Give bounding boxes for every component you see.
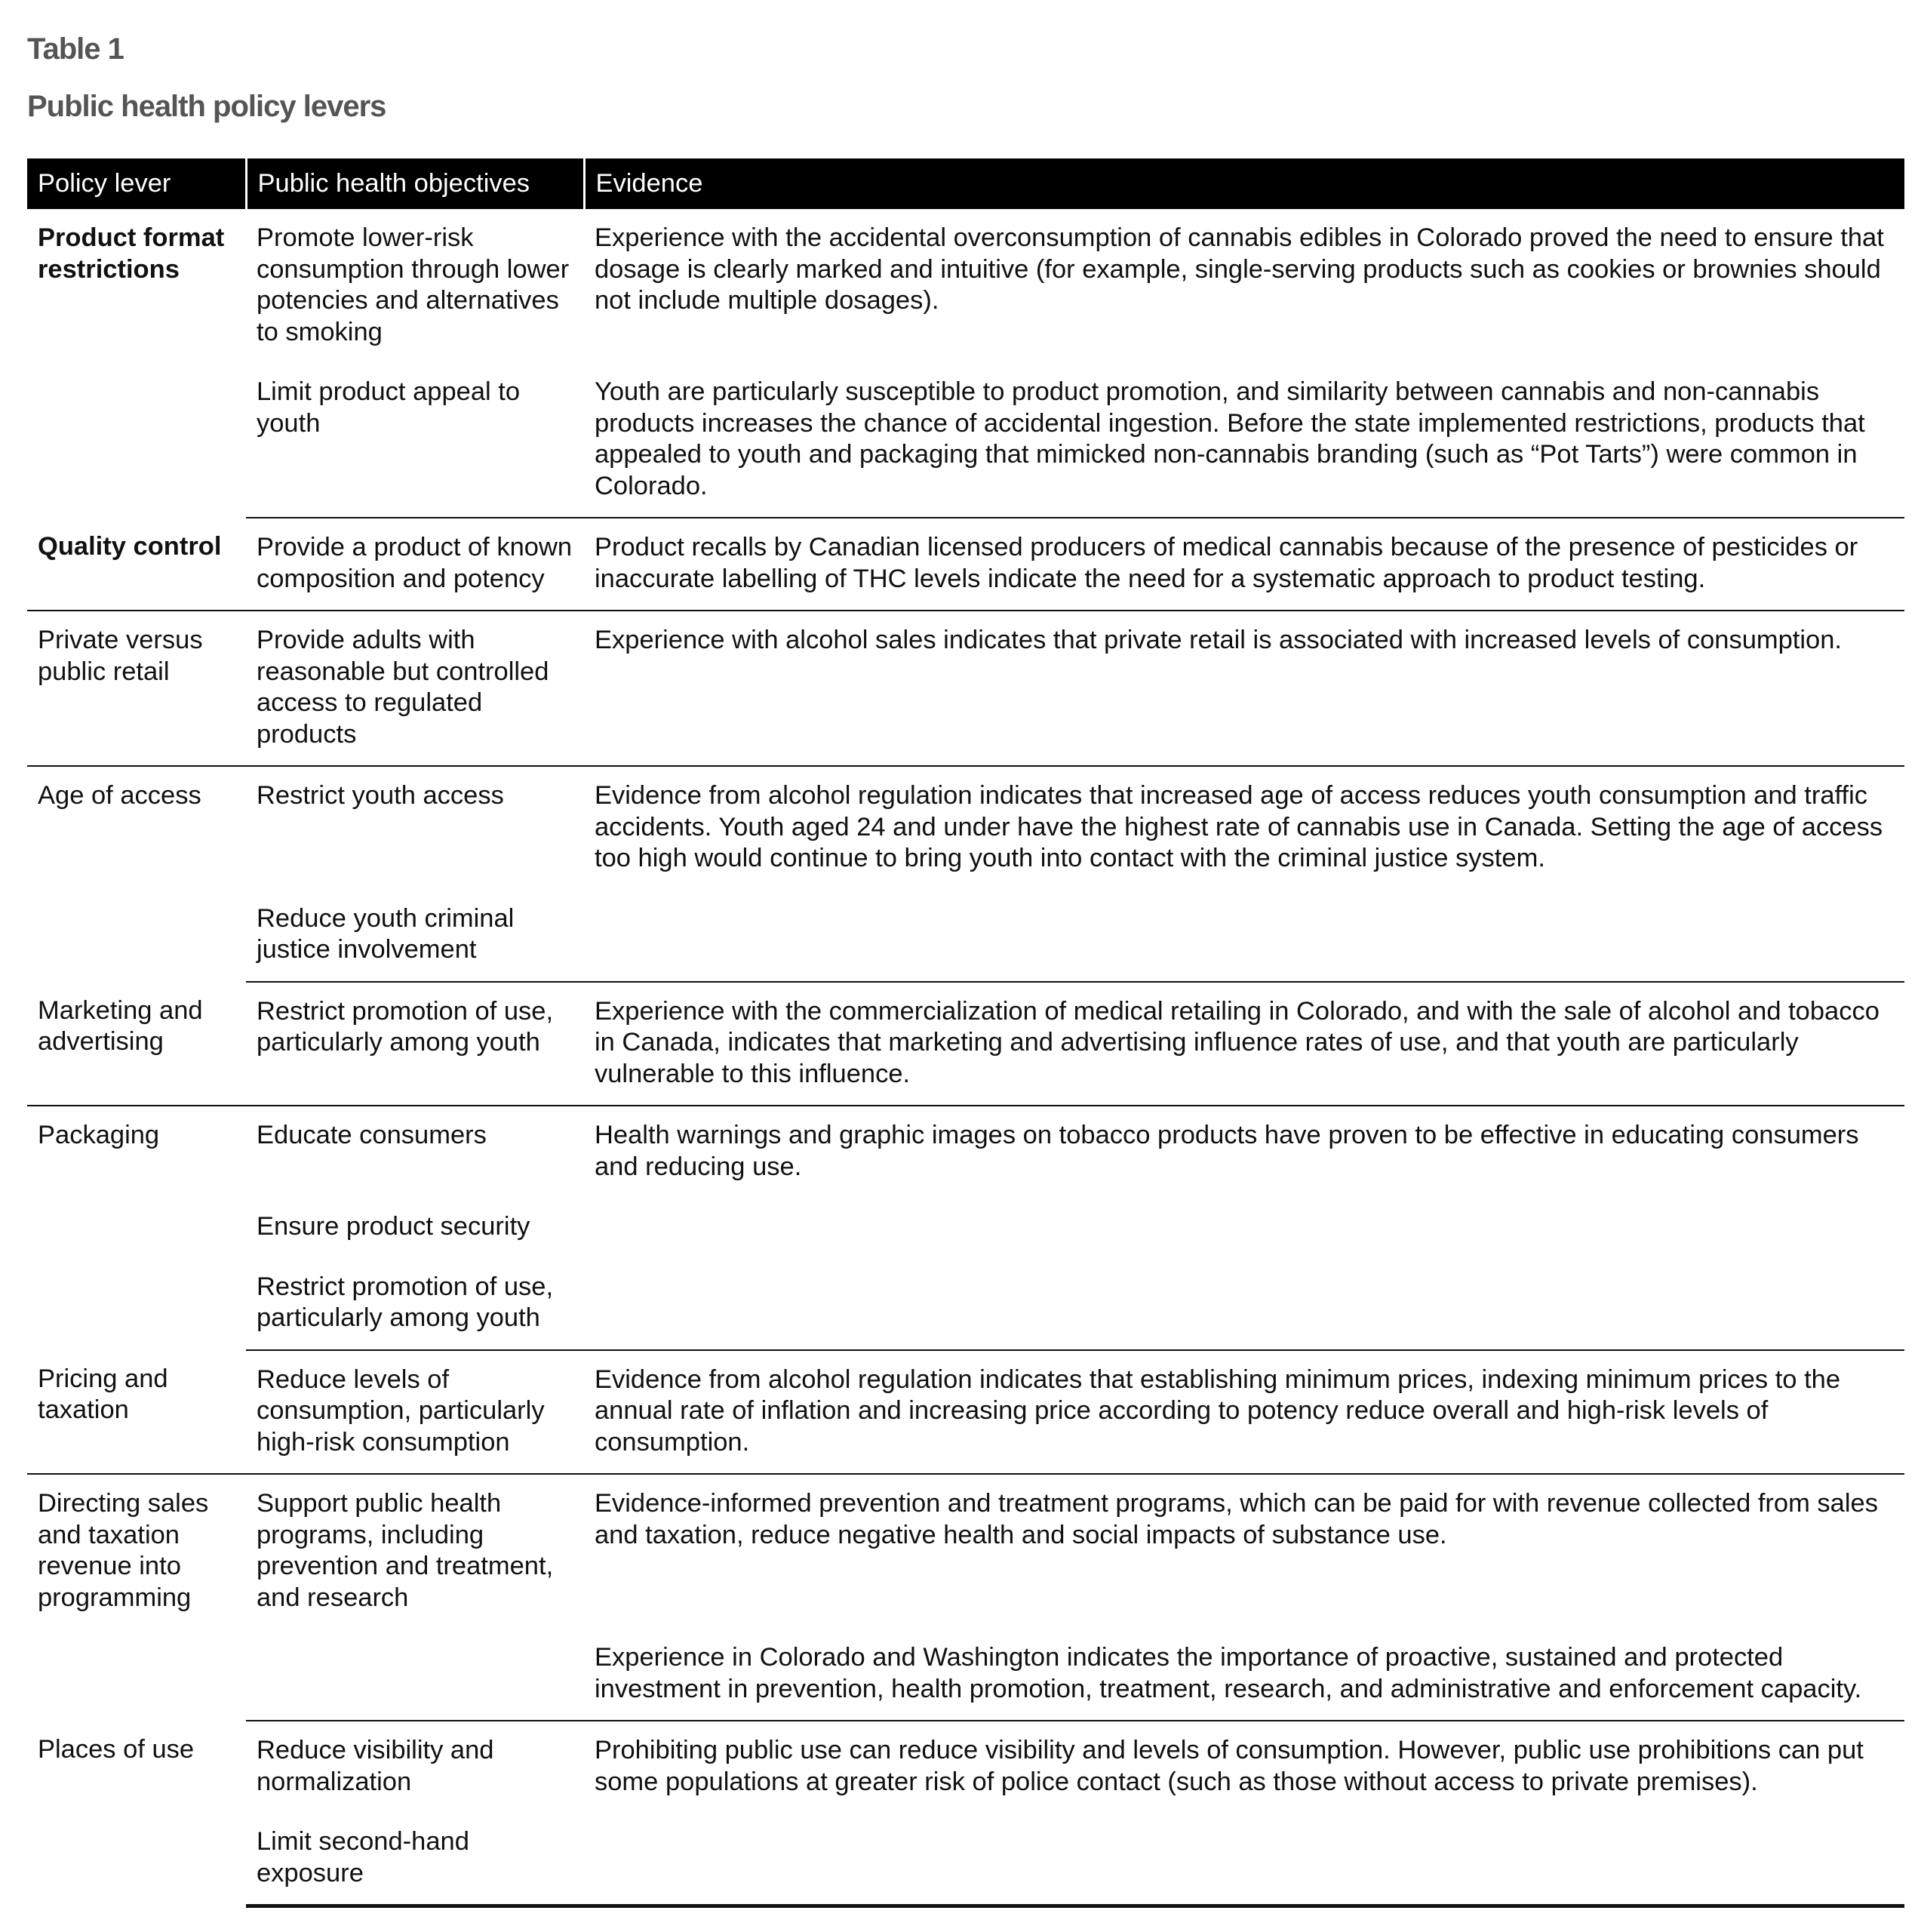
table-row xyxy=(27,363,1904,518)
evidence-cell xyxy=(584,1258,1904,1350)
evidence-cell xyxy=(584,1350,1904,1475)
table-row xyxy=(27,1198,1904,1258)
objective-text: Restrict promotion of use, particularly among youth xyxy=(257,1272,554,1332)
evidence-cell xyxy=(584,1721,1904,1813)
table-row xyxy=(27,1106,1904,1198)
table-row xyxy=(27,611,1904,766)
objective-cell xyxy=(246,766,584,890)
table-header xyxy=(27,158,1904,209)
objective-cell xyxy=(246,518,584,611)
objective-cell xyxy=(246,363,584,518)
policy-lever-text: Marketing and advertising xyxy=(38,995,203,1056)
table-row xyxy=(27,1350,1904,1475)
policy-lever-cell xyxy=(27,209,246,518)
page xyxy=(27,23,1904,1908)
evidence-cell xyxy=(584,1629,1904,1721)
table-body xyxy=(27,209,1904,1906)
header-policy-lever: Policy lever xyxy=(27,158,246,209)
table-row xyxy=(27,890,1904,982)
policy-lever-text: Private versus public retail xyxy=(38,626,203,686)
evidence-text xyxy=(595,1813,1894,1841)
objective-cell xyxy=(246,1350,584,1475)
objective-cell xyxy=(246,1258,584,1350)
objective-cell xyxy=(246,890,584,982)
table-row xyxy=(27,982,1904,1106)
evidence-text: Evidence-informed prevention and treatment programs, which can be paid for with revenue collected from sales and taxation, reduce negative health and social impacts of substance use. xyxy=(595,1489,1878,1549)
objective-cell xyxy=(246,1474,584,1629)
evidence-text: Evidence from alcohol regulation indicates that increased age of access reduces youth consumption and traffic accidents. Youth aged 24 and under have the highest rate of cannabis use in Canada. Setting the age of access too high would continue to bring youth into contact with the criminal justice system. xyxy=(595,781,1883,872)
evidence-text: Experience with the commercialization of medical retailing in Colorado, and with the sale of alcohol and tobacco in Canada, indicates that marketing and advertising influence rates of use, and that youth are particularly vulnerable to this influence. xyxy=(595,996,1880,1088)
objective-text: Promote lower-risk consumption through lower potencies and alternatives to smoking xyxy=(257,223,570,346)
policy-lever-cell xyxy=(27,982,246,1106)
evidence-text xyxy=(595,1198,1894,1226)
objective-text: Reduce youth criminal justice involvement xyxy=(257,903,515,964)
evidence-text xyxy=(595,1258,1894,1287)
evidence-text xyxy=(595,890,1894,918)
policy-lever-cell xyxy=(27,1721,246,1906)
policy-lever-text: Age of access xyxy=(38,781,201,810)
objective-text: Reduce levels of consumption, particularly high-risk consumption xyxy=(257,1364,545,1457)
policy-lever-text: Directing sales and taxation revenue into programming xyxy=(38,1489,209,1612)
objective-cell xyxy=(246,1721,584,1813)
objective-cell xyxy=(246,209,584,363)
table-label: Table 1 xyxy=(27,32,124,66)
objective-text: Ensure product security xyxy=(257,1212,530,1241)
policy-lever-text: Product format restrictions xyxy=(38,223,225,284)
objective-text: Reduce visibility and normalization xyxy=(257,1736,494,1796)
objective-text xyxy=(257,1629,573,1657)
policy-lever-cell xyxy=(27,518,246,611)
evidence-cell xyxy=(584,766,1904,890)
table-row xyxy=(27,766,1904,890)
evidence-cell xyxy=(584,611,1904,766)
table-row xyxy=(27,1721,1904,1813)
policy-lever-cell xyxy=(27,611,246,766)
evidence-text: Product recalls by Canadian licensed producers of medical cannabis because of the presence of pesticides or inaccurate labelling of THC levels indicate the need for a systematic approach to product testing. xyxy=(595,533,1858,593)
evidence-text: Experience with the accidental overconsumption of cannabis edibles in Colorado proved the need to ensure that dosage is clearly marked and intuitive (for example, single-serving products such as cookies or brownies should not include multiple dosages). xyxy=(595,223,1884,315)
objective-cell xyxy=(246,1198,584,1258)
policy-lever-cell xyxy=(27,1106,246,1350)
header-evidence: Evidence xyxy=(584,158,1904,209)
objective-cell xyxy=(246,1106,584,1198)
evidence-text: Experience in Colorado and Washington indicates the importance of proactive, sustained and protected investment in prevention, health promotion, treatment, research, and administrative and enforcement capacity. xyxy=(595,1643,1862,1703)
policy-lever-cell xyxy=(27,1350,246,1475)
table-title: Public health policy levers xyxy=(27,90,386,123)
evidence-text: Youth are particularly susceptible to product promotion, and similarity between cannabis and non-cannabis products increases the chance of accidental ingestion. Before the state implemented restrictions, products that appealed to youth and packaging that mimicked non-cannabis branding (such as “Pot Tarts”) were common in Colorado. xyxy=(595,377,1865,500)
objective-text: Limit second-hand exposure xyxy=(257,1827,469,1887)
policy-lever-text: Pricing and taxation xyxy=(38,1364,168,1424)
objective-text: Provide adults with reasonable but controlled access to regulated products xyxy=(257,626,549,749)
evidence-cell xyxy=(584,1474,1904,1629)
evidence-text: Health warnings and graphic images on tobacco products have proven to be effective in educating consumers and reducing use. xyxy=(595,1121,1859,1181)
table-row xyxy=(27,1258,1904,1350)
policy-lever-cell xyxy=(27,766,246,982)
evidence-cell xyxy=(584,1106,1904,1198)
table-row xyxy=(27,1629,1904,1721)
policy-lever-text: Packaging xyxy=(38,1121,160,1149)
table-row xyxy=(27,518,1904,611)
objective-text: Support public health programs, including prevention and treatment, and research xyxy=(257,1489,554,1612)
objective-text: Restrict promotion of use, particularly among youth xyxy=(257,996,554,1057)
table-row xyxy=(27,1813,1904,1906)
evidence-text: Prohibiting public use can reduce visibility and levels of consumption. However, public use prohibitions can put some populations at greater risk of police contact (such as those without access to private premises). xyxy=(595,1736,1864,1796)
evidence-cell xyxy=(584,890,1904,982)
table-row xyxy=(27,209,1904,363)
policy-lever-text: Quality control xyxy=(38,532,222,561)
objective-cell xyxy=(246,982,584,1106)
evidence-cell xyxy=(584,1198,1904,1258)
header-public-health-objectives: Public health objectives xyxy=(246,158,584,209)
evidence-cell xyxy=(584,982,1904,1106)
policy-lever-cell xyxy=(27,1474,246,1721)
evidence-text: Evidence from alcohol regulation indicates that establishing minimum prices, indexing minimum prices to the annual rate of inflation and increasing price according to potency reduce overall and high-risk levels of consumption. xyxy=(595,1364,1841,1457)
evidence-cell xyxy=(584,518,1904,611)
table-row xyxy=(27,1474,1904,1629)
evidence-cell xyxy=(584,1813,1904,1906)
evidence-text: Experience with alcohol sales indicates that private retail is associated with increased levels of consumption. xyxy=(595,626,1843,654)
objective-cell xyxy=(246,1813,584,1906)
objective-cell xyxy=(246,1629,584,1721)
objective-text: Restrict youth access xyxy=(257,781,504,810)
evidence-cell xyxy=(584,363,1904,518)
header-row xyxy=(27,158,1904,209)
evidence-cell xyxy=(584,209,1904,363)
objective-text: Educate consumers xyxy=(257,1121,487,1149)
objective-text: Limit product appeal to youth xyxy=(257,377,521,438)
policy-levers-table xyxy=(27,158,1904,1908)
objective-text: Provide a product of known composition and potency xyxy=(257,533,573,593)
policy-lever-text: Places of use xyxy=(38,1735,195,1764)
objective-cell xyxy=(246,611,584,766)
